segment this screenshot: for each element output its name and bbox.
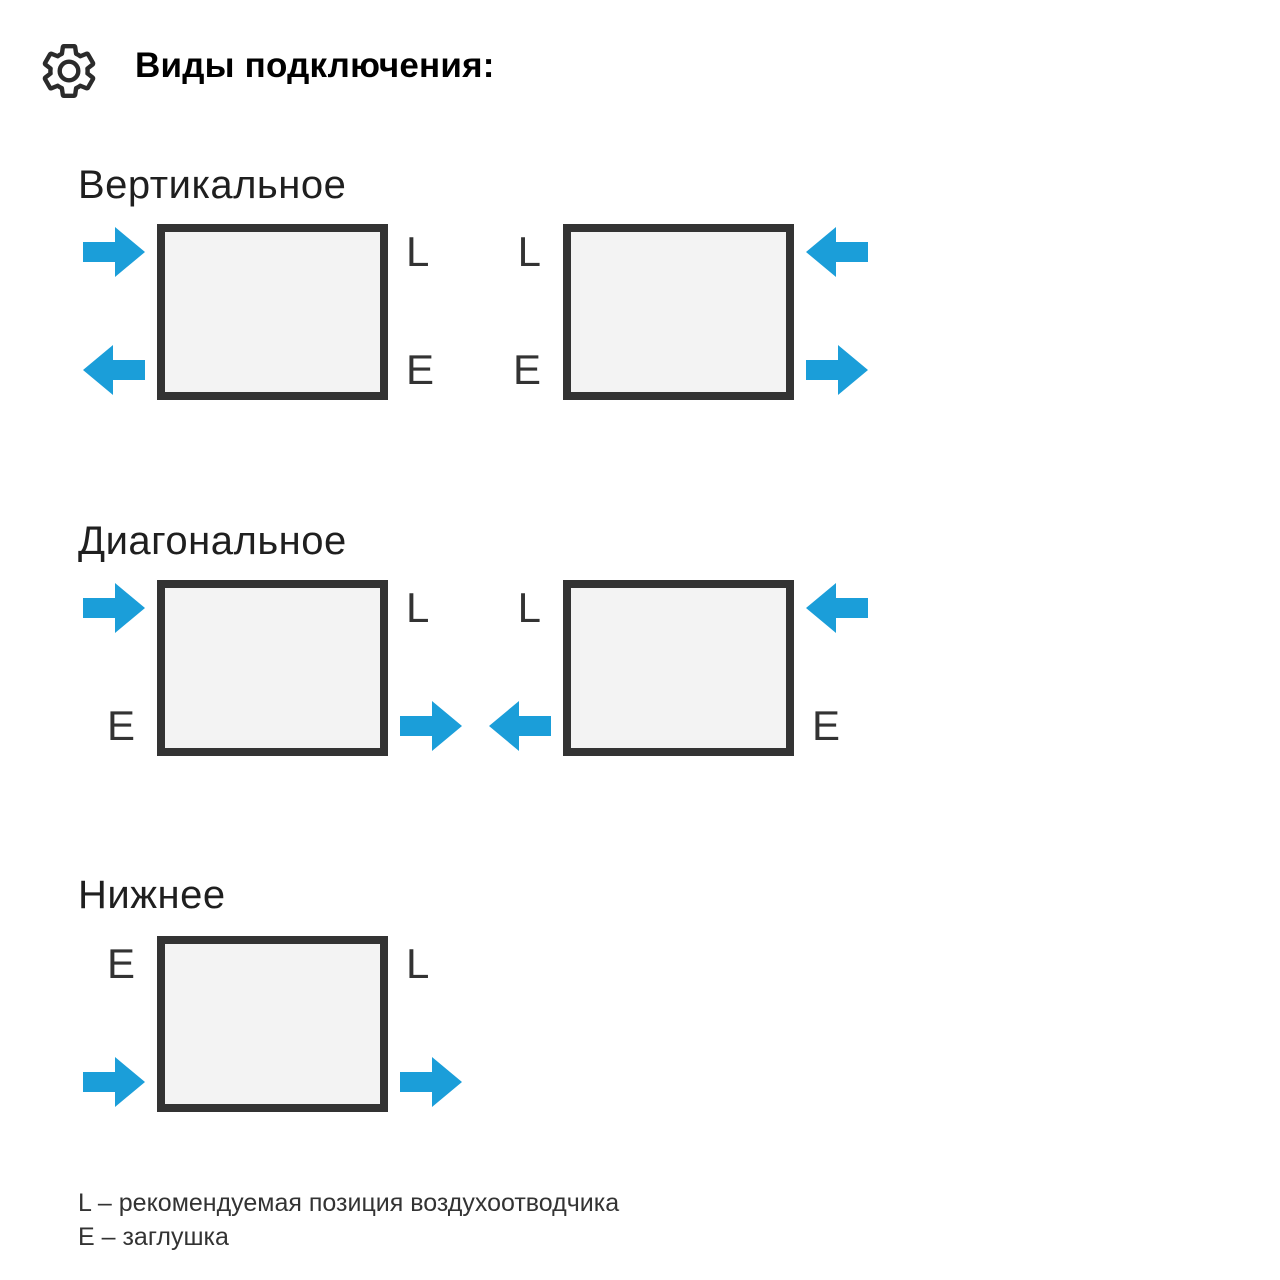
- outlet-arrow-left-icon: [489, 701, 551, 751]
- legend-line-plug: E – заглушка: [78, 1223, 229, 1251]
- inlet-arrow-left-icon: [806, 227, 868, 277]
- radiator-body: [563, 224, 794, 400]
- outlet-arrow-right-icon: [400, 1057, 462, 1107]
- inlet-arrow-right-icon: [83, 227, 145, 277]
- section-title-vertical: Вертикальное: [78, 163, 347, 207]
- plug-label: E: [812, 702, 841, 749]
- air-vent-label: L: [406, 584, 430, 631]
- air-vent-label: L: [517, 584, 541, 631]
- diagram-diagonal-2: [486, 580, 871, 756]
- diagram-diagonal-1: [80, 580, 465, 756]
- legend: [78, 1186, 619, 1254]
- gear-icon: [38, 40, 100, 102]
- radiator-body: [157, 580, 388, 756]
- page-title: Виды подключения:: [135, 46, 495, 85]
- radiator-body: [157, 224, 388, 400]
- plug-label: E: [106, 940, 135, 987]
- inlet-arrow-left-icon: [806, 583, 868, 633]
- radiator-body: [563, 580, 794, 756]
- radiator-body: [157, 936, 388, 1112]
- plug-label: E: [512, 346, 541, 393]
- plug-label: E: [106, 702, 135, 749]
- section-title-diagonal: Диагональное: [78, 519, 347, 563]
- diagram-vertical-2: [486, 224, 871, 400]
- air-vent-label: L: [517, 228, 541, 275]
- diagram-bottom-1: [80, 936, 465, 1112]
- outlet-arrow-left-icon: [83, 345, 145, 395]
- section-title-bottom: Нижнее: [78, 873, 226, 917]
- diagram-vertical-1: [80, 224, 465, 400]
- outlet-arrow-right-icon: [806, 345, 868, 395]
- legend-line-air-vent: L – рекомендуемая позиция воздухоотводчика: [78, 1189, 620, 1217]
- inlet-arrow-right-icon: [83, 583, 145, 633]
- plug-label: E: [406, 346, 435, 393]
- inlet-arrow-right-icon: [83, 1057, 145, 1107]
- outlet-arrow-right-icon: [400, 701, 462, 751]
- air-vent-label: L: [406, 228, 430, 275]
- air-vent-label: L: [406, 940, 430, 987]
